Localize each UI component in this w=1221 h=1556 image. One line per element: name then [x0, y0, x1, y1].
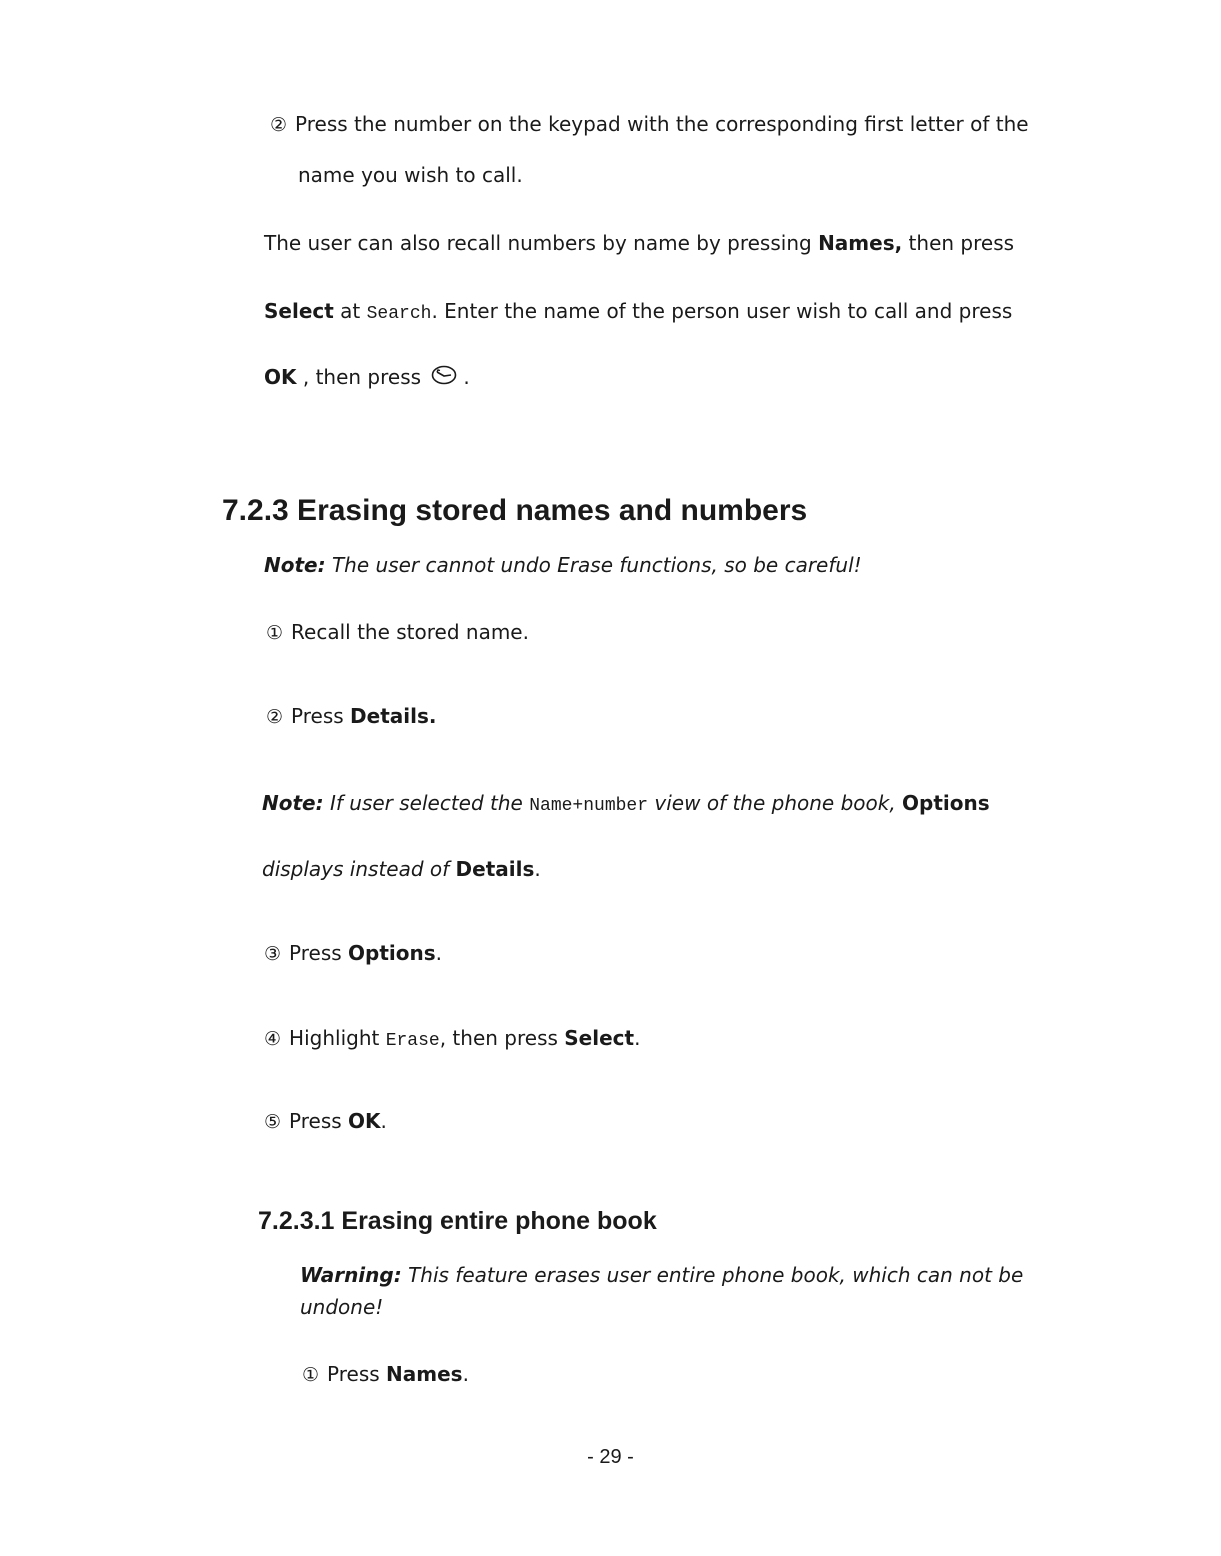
intro-step-line2: name you wish to call. [298, 163, 523, 187]
step-3-options: ③ Press Options. [264, 941, 443, 965]
section-heading-7-2-3: 7.2.3 Erasing stored names and numbers [222, 494, 808, 527]
search-menu-label: Search [366, 304, 432, 324]
send-key-icon [431, 364, 457, 386]
options-key-label: Options [902, 791, 990, 815]
note-label: Note: [262, 791, 324, 815]
warning-line1: Warning: This feature erases user entire phone book, which can not be [300, 1263, 1024, 1287]
note-label: Note: [264, 553, 326, 577]
note-name-number-line2: displays instead of Details. [262, 857, 541, 881]
warning-label: Warning: [300, 1263, 402, 1287]
step-marker: ① [302, 1364, 320, 1386]
erase-menu-label: Erase [385, 1031, 440, 1051]
section-heading-7-2-3-1: 7.2.3.1 Erasing entire phone book [258, 1207, 657, 1235]
step-1-recall: ① Recall the stored name. [266, 620, 529, 644]
options-key-label: Options [348, 941, 436, 965]
note-name-number-line1: Note: If user selected the Name+number view of the phone book, Options [262, 791, 990, 816]
ok-key-label: OK [348, 1109, 381, 1133]
intro-step-line1: ② Press the number on the keypad with the corresponding first letter of the [270, 112, 1029, 136]
name-number-view-label: Name+number [529, 796, 649, 816]
note-erase-careful: Note: The user cannot undo Erase functions, so be careful! [264, 553, 862, 577]
step-5-ok: ⑤ Press OK. [264, 1109, 387, 1133]
step-1-names: ① Press Names. [302, 1362, 469, 1386]
select-key-label: Select [264, 299, 334, 323]
step-marker: ⑤ [264, 1111, 282, 1133]
recall-para-line3: OK , then press . [264, 365, 470, 389]
warning-line2: undone! [300, 1295, 384, 1319]
step-marker: ④ [264, 1028, 282, 1050]
recall-para-line1: The user can also recall numbers by name by pressing Names, then press [264, 231, 1015, 255]
details-key-label: Details [455, 857, 535, 881]
select-key-label: Select [564, 1026, 635, 1050]
step-4-erase: ④ Highlight Erase, then press Select. [264, 1026, 641, 1051]
page-number: - 29 - [587, 1446, 634, 1468]
recall-para-line2: Select at Search. Enter the name of the person user wish to call and press [264, 299, 1013, 324]
names-key-label: Names [386, 1362, 463, 1386]
ok-key-label: OK [264, 365, 297, 389]
step-marker: ① [266, 622, 284, 644]
step-2-details: ② Press Details. [266, 704, 437, 728]
step-marker: ② [266, 706, 284, 728]
step-marker: ② [270, 114, 288, 136]
names-key-label: Names, [818, 231, 903, 255]
details-key-label: Details. [350, 704, 437, 728]
step-marker: ③ [264, 943, 282, 965]
